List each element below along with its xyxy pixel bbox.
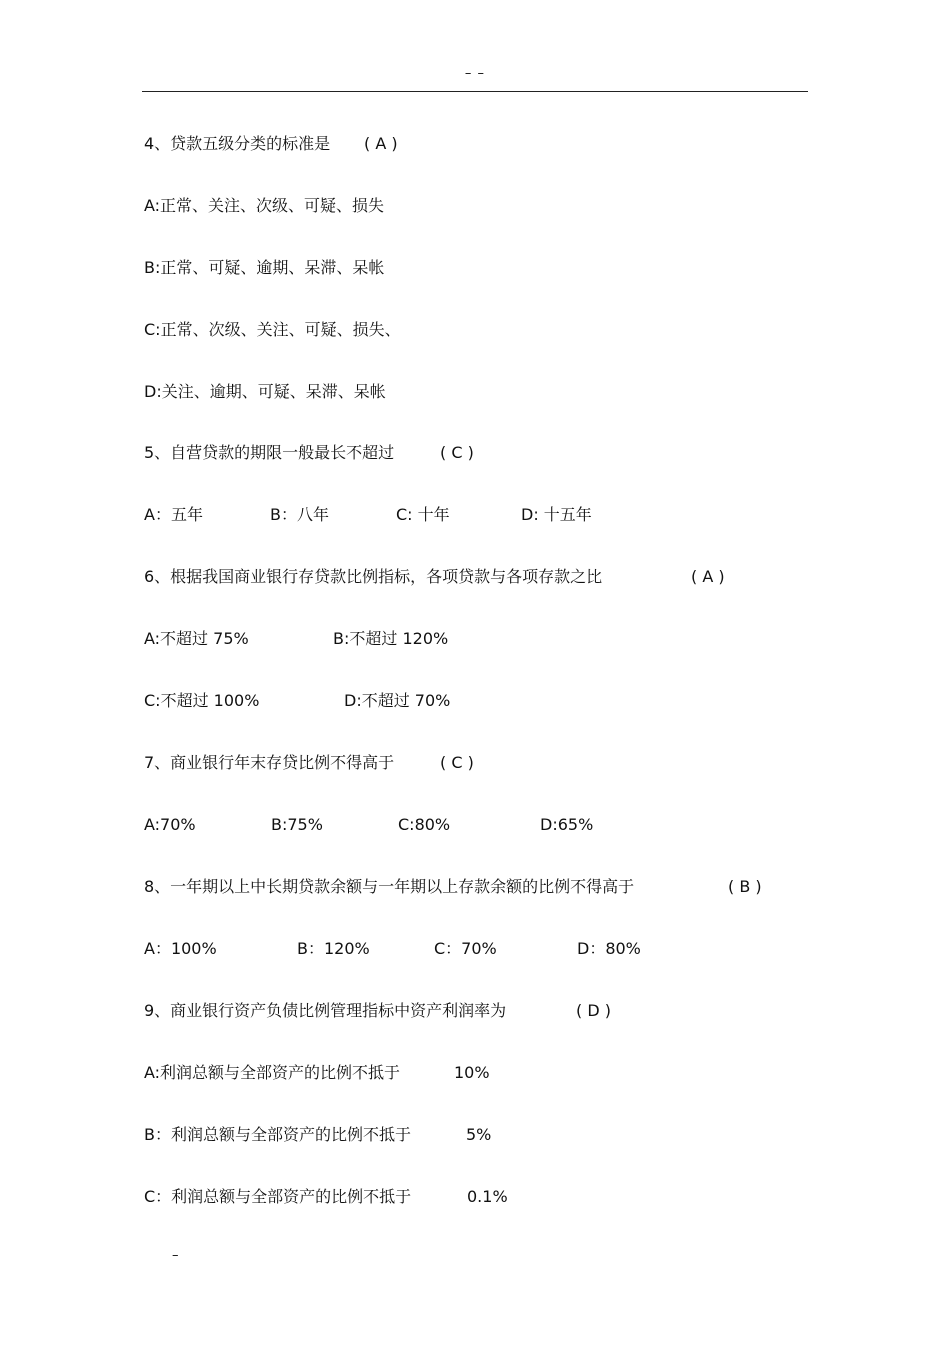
question-8-text: 8、一年期以上中长期贷款余额与一年期以上存款余额的比例不得高于 bbox=[144, 877, 635, 896]
question-5-option-d: D: 十五年 bbox=[521, 505, 592, 524]
question-5 bbox=[144, 443, 474, 463]
question-4-answer: ( A ) bbox=[364, 134, 398, 153]
question-9-option-a bbox=[144, 1063, 544, 1083]
question-7-option-d: D:65% bbox=[540, 815, 594, 834]
question-4-option-d: D:关注、逾期、可疑、呆滞、呆帐 bbox=[144, 382, 386, 401]
question-9-answer: ( D ) bbox=[576, 1001, 611, 1020]
question-8-option-b: B：120% bbox=[297, 939, 370, 958]
question-8-option-d: D：80% bbox=[577, 939, 641, 958]
question-4-text: 4、贷款五级分类的标准是 bbox=[144, 134, 331, 153]
question-9-option-c-text: C：利润总额与全部资产的比例不抵于 bbox=[144, 1187, 412, 1206]
question-9-option-c-value: 0.1% bbox=[467, 1187, 508, 1206]
question-5-text: 5、自营贷款的期限一般最长不超过 bbox=[144, 443, 395, 462]
question-7-text: 7、商业银行年末存贷比例不得高于 bbox=[144, 753, 395, 772]
header-mark: – – bbox=[464, 66, 486, 81]
question-6-answer: ( A ) bbox=[691, 567, 725, 586]
question-4-option-b: B:正常、可疑、逾期、呆滞、呆帐 bbox=[144, 258, 385, 277]
question-5-answer: ( C ) bbox=[440, 443, 474, 462]
question-9-option-b bbox=[144, 1125, 544, 1145]
question-4-option-a: A:正常、关注、次级、可疑、损失 bbox=[144, 196, 385, 215]
question-9 bbox=[144, 1001, 611, 1021]
question-8-option-c: C：70% bbox=[434, 939, 497, 958]
question-8 bbox=[144, 877, 762, 897]
question-7-answer: ( C ) bbox=[440, 753, 474, 772]
question-4 bbox=[144, 134, 398, 154]
question-9-option-a-value: 10% bbox=[454, 1063, 490, 1082]
question-9-option-b-value: 5% bbox=[466, 1125, 492, 1144]
question-6 bbox=[144, 567, 725, 587]
question-9-option-c bbox=[144, 1187, 544, 1207]
question-7-option-c: C:80% bbox=[398, 815, 451, 834]
question-6-option-b: B:不超过 120% bbox=[333, 629, 449, 648]
question-6-text: 6、根据我国商业银行存贷款比例指标，各项贷款与各项存款之比 bbox=[144, 567, 603, 586]
question-6-option-c: C:不超过 100% bbox=[144, 691, 260, 710]
question-6-option-a: A:不超过 75% bbox=[144, 629, 249, 648]
question-7 bbox=[144, 753, 474, 773]
question-5-option-b: B：八年 bbox=[270, 505, 329, 524]
footer-mark: – bbox=[172, 1248, 179, 1263]
question-9-option-b-text: B：利润总额与全部资产的比例不抵于 bbox=[144, 1125, 411, 1144]
question-6-option-d: D:不超过 70% bbox=[344, 691, 451, 710]
header-rule bbox=[142, 91, 808, 92]
question-7-option-a: A:70% bbox=[144, 815, 196, 834]
question-8-answer: ( B ) bbox=[728, 877, 762, 896]
question-8-option-a: A：100% bbox=[144, 939, 217, 958]
question-5-option-c: C: 十年 bbox=[396, 505, 450, 524]
question-9-text: 9、商业银行资产负债比例管理指标中资产利润率为 bbox=[144, 1001, 507, 1020]
question-9-option-a-text: A:利润总额与全部资产的比例不抵于 bbox=[144, 1063, 401, 1082]
question-5-option-a: A：五年 bbox=[144, 505, 203, 524]
question-7-option-b: B:75% bbox=[271, 815, 323, 834]
question-4-option-c: C:正常、次级、关注、可疑、损失、 bbox=[144, 320, 401, 339]
